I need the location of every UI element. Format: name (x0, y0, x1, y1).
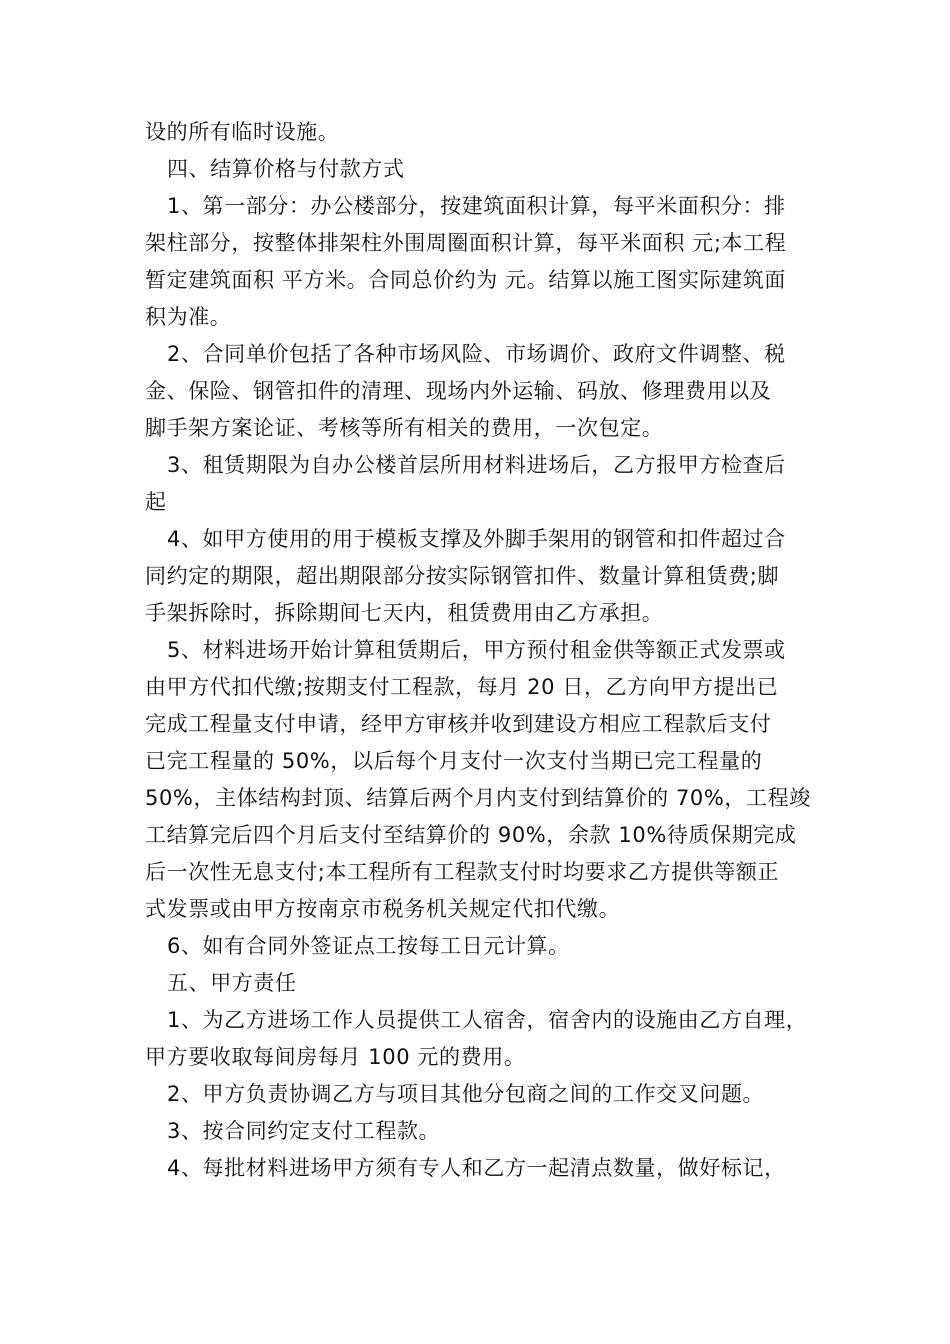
text-line: 工结算完后四个月后支付至结算价的 90%，余款 10%待质保期完成 (145, 823, 797, 847)
text-line: 4、如甲方使用的用于模板支撑及外脚手架用的钢管和扣件超过合 (167, 527, 786, 551)
text-line: 同约定的期限，超出期限部分按实际钢管扣件、数量计算租赁费;脚 (145, 564, 780, 588)
text-line: 积为准。 (145, 305, 232, 329)
text-line: 6、如有合同外签证点工按每工日元计算。 (167, 934, 570, 958)
document-body (145, 114, 817, 1187)
section-heading-settlement: 四、结算价格与付款方式 (167, 157, 405, 181)
text-line: 暂定建筑面积 平方米。合同总价约为 元。结算以施工图实际建筑面 (145, 268, 786, 292)
text-line: 2、合同单价包括了各种市场风险、市场调价、政府文件调整、税 (167, 342, 786, 366)
text-line: 3、租赁期限为自办公楼首层所用材料进场后，乙方报甲方检查后 (167, 453, 786, 477)
text-line: 起 (145, 490, 167, 514)
text-line: 3、按合同约定支付工程款。 (167, 1119, 441, 1143)
text-line: 架柱部分，按整体排架柱外围周圈面积计算，每平米面积 元;本工程 (145, 231, 787, 255)
section-heading-party-a: 五、甲方责任 (167, 971, 297, 995)
text-line: 脚手架方案论证、考核等所有相关的费用，一次包定。 (145, 416, 664, 440)
text-line: 设的所有临时设施。 (145, 120, 340, 144)
text-line: 后一次性无息支付;本工程所有工程款支付时均要求乙方提供等额正 (145, 860, 780, 884)
text-line: 完成工程量支付申请，经甲方审核并收到建设方相应工程款后支付 (145, 712, 772, 736)
text-line: 50%，主体结构封顶、结算后两个月内支付到结算价的 70%，工程竣 (145, 786, 811, 810)
text-line: 4、每批材料进场甲方须有专人和乙方一起清点数量，做好标记， (167, 1156, 786, 1180)
text-line: 2、甲方负责协调乙方与项目其他分包商之间的工作交叉问题。 (167, 1082, 765, 1106)
text-line: 甲方要收取每间房每月 100 元的费用。 (145, 1045, 526, 1069)
text-line: 金、保险、钢管扣件的清理、现场内外运输、码放、修理费用以及 (145, 379, 772, 403)
text-line: 式发票或由甲方按南京市税务机关规定代扣代缴。 (145, 897, 621, 921)
text-line: 5、材料进场开始计算租赁期后，甲方预付租金供等额正式发票或 (167, 638, 786, 662)
text-line: 1、第一部分：办公楼部分，按建筑面积计算，每平米面积分：排 (167, 194, 786, 218)
text-line: 由甲方代扣代缴;按期支付工程款，每月 20 日，乙方向甲方提出已 (145, 675, 779, 699)
text-line: 手架拆除时，拆除期间七天内，租赁费用由乙方承担。 (145, 601, 664, 625)
text-line: 已完工程量的 50%，以后每个月支付一次支付当期已完工程量的 (145, 749, 763, 773)
text-line: 1、为乙方进场工作人员提供工人宿舍，宿舍内的设施由乙方自理， (167, 1008, 808, 1032)
